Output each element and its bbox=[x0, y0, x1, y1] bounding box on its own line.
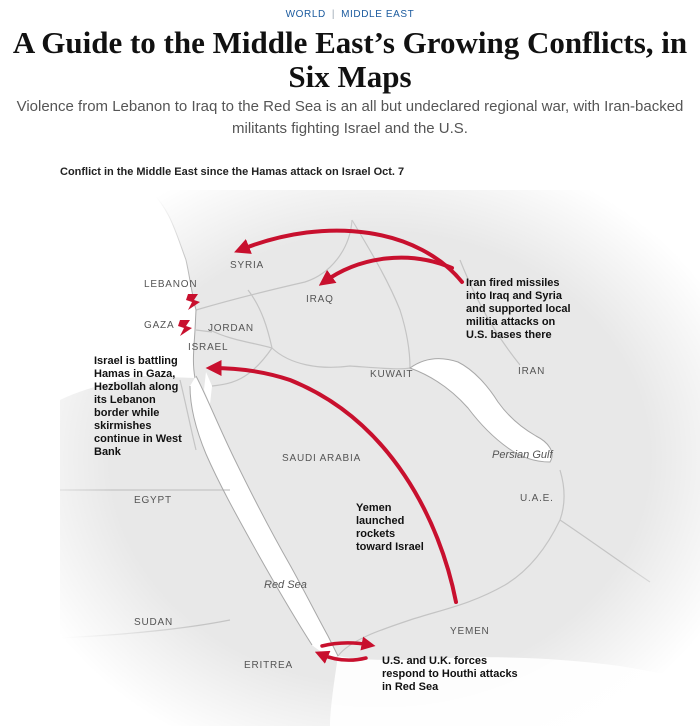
label-sudan: SUDAN bbox=[134, 617, 174, 628]
annotation-yemen-rockets: Yemen launched rockets toward Israel bbox=[356, 502, 424, 553]
label-kuwait: KUWAIT bbox=[370, 369, 414, 380]
dek: Violence from Lebanon to Iraq to the Red Sea is an all but undeclared regional war, with Iran-backed militants fighting Israel and the U.S. bbox=[16, 98, 684, 137]
label-iraq: IRAQ bbox=[306, 294, 334, 305]
headline: A Guide to the Middle East’s Growing Conflicts, in Six Maps bbox=[12, 25, 688, 94]
label-saudi-arabia: SAUDI ARABIA bbox=[282, 453, 362, 464]
label-iran: IRAN bbox=[518, 366, 546, 377]
map-vignette bbox=[60, 190, 700, 726]
label-syria: SYRIA bbox=[230, 260, 265, 271]
label-red-sea: Red Sea bbox=[264, 579, 307, 591]
annotation-israel-battling: Israel is battling Hamas in Gaza, Hezbollah along its Lebanon border while skirmishes continue in West Bank bbox=[94, 355, 182, 458]
label-gaza: GAZA bbox=[144, 320, 175, 331]
section-kicker bbox=[0, 9, 700, 20]
conflict-map bbox=[0, 190, 700, 726]
kicker-separator: | bbox=[331, 9, 336, 20]
label-yemen: YEMEN bbox=[450, 626, 490, 637]
label-jordan: JORDAN bbox=[208, 323, 254, 334]
label-egypt: EGYPT bbox=[134, 495, 172, 506]
label-lebanon: LEBANON bbox=[144, 279, 198, 290]
annotation-iran-missiles: Iran fired missiles into Iraq and Syria and supported local militia attacks on U.S. bases there bbox=[466, 277, 571, 341]
label-israel: ISRAEL bbox=[188, 342, 229, 353]
label-persian-gulf: Persian Gulf bbox=[492, 449, 553, 461]
label-uae: U.A.E. bbox=[520, 493, 554, 504]
section-link[interactable]: WORLD bbox=[285, 9, 326, 20]
map-title: Conflict in the Middle East since the Hamas attack on Israel Oct. 7 bbox=[60, 166, 405, 178]
annotation-us-uk: U.S. and U.K. forces respond to Houthi attacks in Red Sea bbox=[382, 655, 518, 693]
subsection-link[interactable]: MIDDLE EAST bbox=[341, 9, 415, 20]
label-eritrea: ERITREA bbox=[244, 660, 293, 671]
